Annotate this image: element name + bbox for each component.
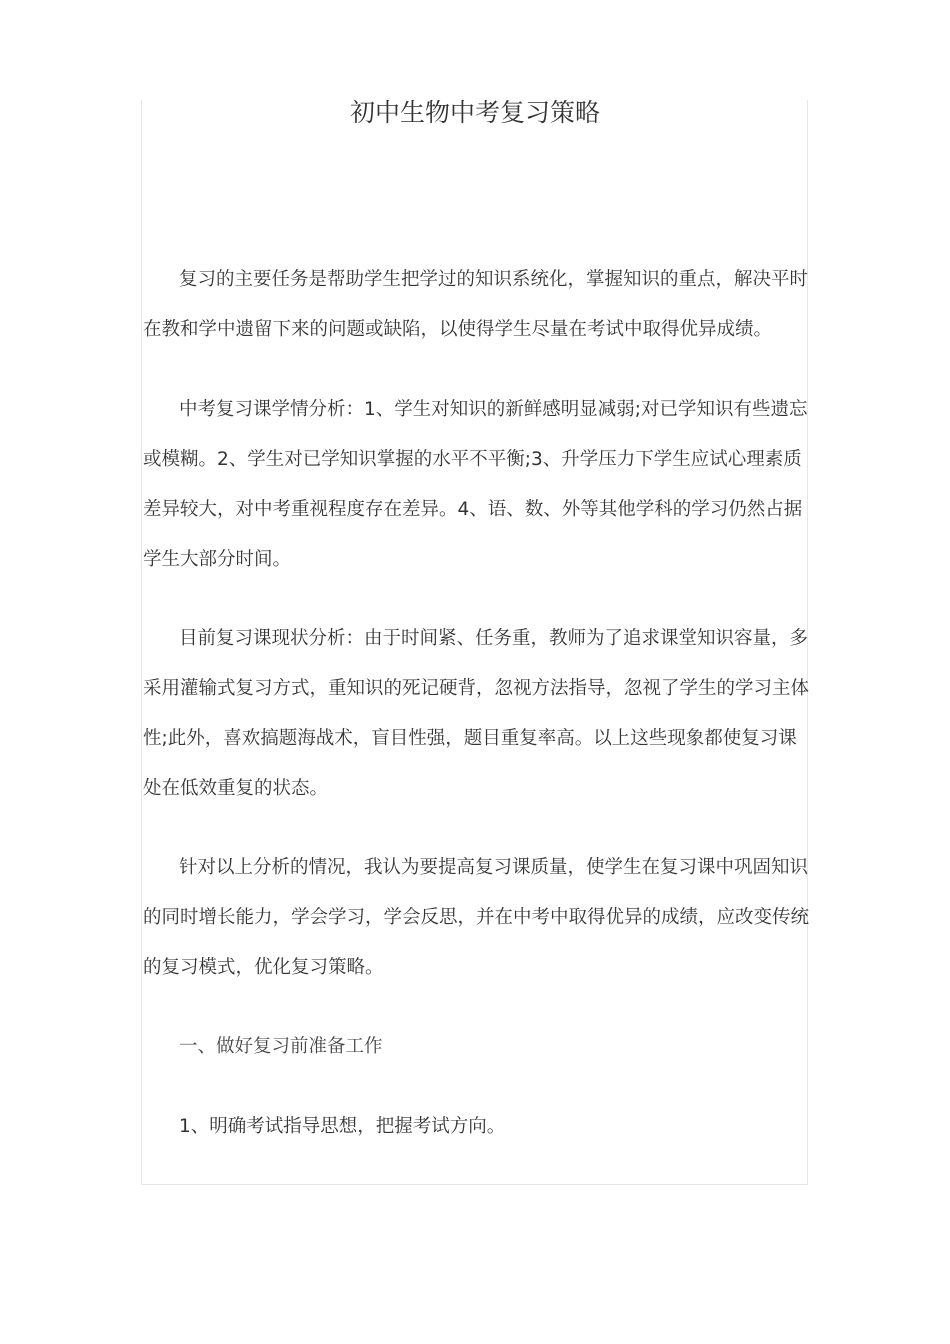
paragraph-status-analysis: 目前复习课现状分析：由于时间紧、任务重，教师为了追求课堂知识容量，多采用灌输式复习方式，重知识的死记硬背，忽视方法指导，忽视了学生的学习主体性;此外，喜欢搞题海战术，盲目性强，题目重复率高。以上这些现象都使复习课处在低效重复的状态。 [143,628,810,799]
paragraph-strategy-intro: 针对以上分析的情况，我认为要提高复习课质量，使学生在复习课中巩固知识的同时增长能力，学会学习，学会反思，并在中考中取得优异的成绩，应改变传统的复习模式，优化复习策略。 [143,857,810,978]
document-title: 初中生物中考复习策略 [349,98,600,127]
paragraph-learning-analysis: 中考复习课学情分析：1、学生对知识的新鲜感明显减弱;对已学知识有些遗忘或模糊。2、学生对已学知识掌握的水平不平衡;3、升学压力下学生应试心理素质差异较大，对中考重视程度存在差异。4、语、数、外等其他学科的学习仍然占据学生大部分时间。 [143,399,808,570]
paragraph-intro: 复习的主要任务是帮助学生把学过的知识系统化，掌握知识的重点，解决平时在教和学中遗留下来的问题或缺陷，以使得学生尽量在考试中取得优异成绩。 [143,269,809,340]
list-item: 1、明确考试指导思想，把握考试方向。 [179,1116,506,1137]
section-heading: 一、做好复习前准备工作 [179,1036,383,1057]
